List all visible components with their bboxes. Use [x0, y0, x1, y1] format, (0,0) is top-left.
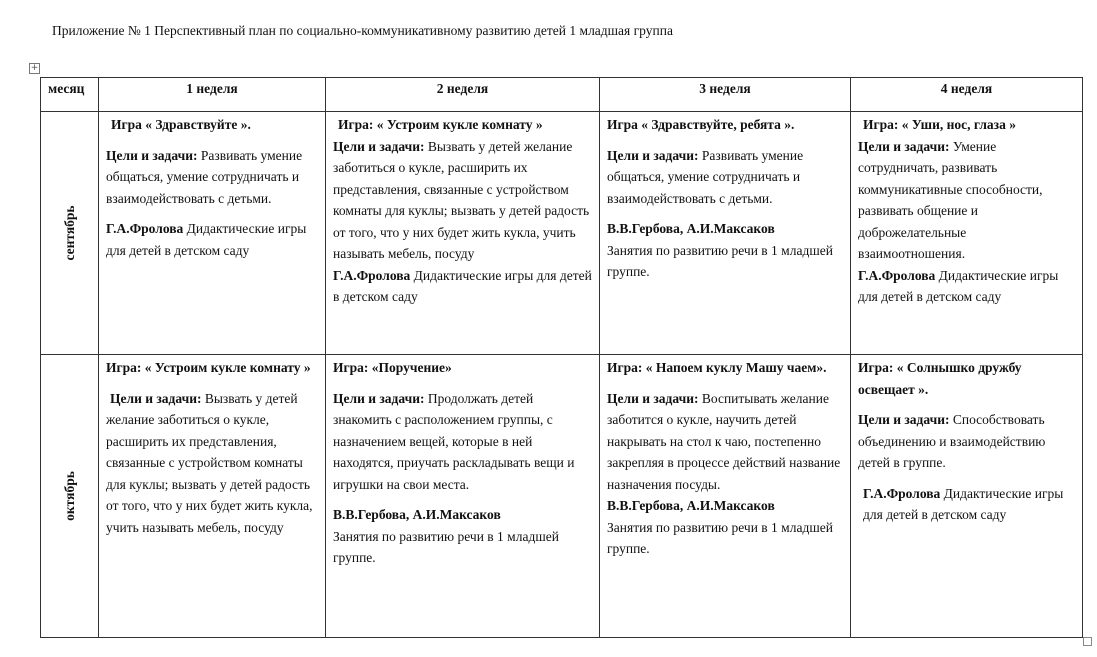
goals-text: Воспитывать желание заботится о кукле, научить детей накрывать на стол к чаю, постепенно закрепляя в процессе действий название назначения посуды.	[607, 390, 841, 492]
goals-label: Цели и задачи:	[607, 147, 699, 163]
game-title: Игра: «Поручение»	[333, 360, 452, 375]
goals-text: Продолжать детей знакомить с расположением группы, с назначением вещей, которые в ней находятся, приучать раскладывать вещи и игрушки на свои места.	[333, 390, 575, 492]
header-week-2: 2 неделя	[326, 78, 600, 112]
plan-cell	[600, 112, 851, 355]
author: В.В.Гербова, А.И.Максаков	[607, 221, 775, 236]
plan-cell	[99, 355, 326, 638]
author: В.В.Гербова, А.И.Максаков	[607, 498, 775, 513]
source: Занятия по развитию речи в 1 младшей группе.	[607, 242, 833, 279]
goals-label: Цели и задачи:	[607, 390, 699, 406]
game-title: Игра: « Напоем куклу Машу чаем».	[607, 360, 827, 375]
source: Дидактические игры для детей в детском саду	[106, 221, 307, 258]
plan-cell	[851, 112, 1083, 355]
plan-cell	[326, 112, 600, 355]
source: Занятия по развитию речи в 1 младшей группе.	[607, 519, 833, 556]
author: Г.А.Фролова	[333, 267, 411, 283]
table-move-handle-icon[interactable]: +	[30, 63, 39, 73]
goals-text: Способствовать объединению и взаимодействию детей в группе.	[858, 412, 1046, 470]
source: Занятия по развитию речи в 1 младшей группе.	[333, 528, 559, 565]
header-row	[41, 78, 1083, 112]
goals-text: Вызвать у детей желание заботиться о кукле, расширить их представления, связанные с устройством комнаты для куклы; вызвать у детей радость от того, что у них будет жить кукла, учить называть мебель, посуду	[333, 138, 590, 261]
table-resize-handle[interactable]	[1083, 637, 1092, 646]
goals-text: Развивать умение общаться, умение сотрудничать и взаимодействовать с детьми.	[607, 147, 804, 206]
goals-label: Цели и задачи:	[333, 390, 425, 406]
plan-table	[40, 77, 1083, 638]
plan-cell	[326, 355, 600, 638]
goals-text: Развивать умение общаться, умение сотрудничать и взаимодействовать с детьми.	[106, 147, 303, 206]
author: Г.А.Фролова	[863, 485, 941, 501]
goals-label: Цели и задачи:	[333, 138, 425, 154]
source: Дидактические игры для детей в детском саду	[858, 267, 1059, 304]
goals-label: Цели и задачи:	[858, 138, 950, 154]
month-cell	[41, 355, 99, 638]
header-week-1: 1 неделя	[99, 78, 326, 112]
month-label: октябрь	[61, 471, 77, 521]
goals-label: Цели и задачи:	[858, 412, 950, 427]
month-label: сентябрь	[61, 205, 77, 261]
goals-label: Цели и задачи:	[110, 390, 202, 406]
author: Г.А.Фролова	[106, 221, 184, 236]
game-title: Игра « Здравствуйте, ребята ».	[607, 117, 795, 132]
game-title: Игра: « Устроим кукле комнату »	[338, 117, 543, 132]
plan-cell	[600, 355, 851, 638]
game-title: Игра: « Устроим кукле комнату »	[106, 360, 311, 375]
source: Дидактические игры для детей в детском саду	[863, 485, 1064, 522]
plan-cell	[851, 355, 1083, 638]
header-week-3: 3 неделя	[600, 78, 851, 112]
game-title: Игра: « Уши, нос, глаза »	[863, 117, 1016, 132]
month-cell	[41, 112, 99, 355]
goals-text: Вызвать у детей желание заботиться о кукле, расширить их представления, связанные с устройством комнаты для куклы; вызвать у детей радость от того, что у них будет жить кукла, учить называть мебель, посуду	[106, 390, 313, 535]
game-title: Игра: « Солнышко дружбу освещает ».	[858, 360, 1022, 397]
source: Дидактические игры для детей в детском саду	[333, 267, 592, 304]
header-month: месяц	[41, 78, 99, 112]
author: Г.А.Фролова	[858, 267, 936, 283]
plan-cell	[99, 112, 326, 355]
header-week-4: 4 неделя	[851, 78, 1083, 112]
document-title: Приложение № 1 Перспективный план по социально-коммуникативному развитию детей 1 младшая группа	[52, 23, 673, 38]
game-title: Игра « Здравствуйте ».	[111, 117, 251, 132]
goals-label: Цели и задачи:	[106, 147, 198, 163]
table-row	[41, 355, 1083, 638]
table-row	[41, 112, 1083, 355]
author: В.В.Гербова, А.И.Максаков	[333, 507, 501, 522]
goals-text: Умение сотрудничать, развивать коммуникативные способности, развивать общение и доброжелательные взаимоотношения.	[858, 138, 1043, 261]
